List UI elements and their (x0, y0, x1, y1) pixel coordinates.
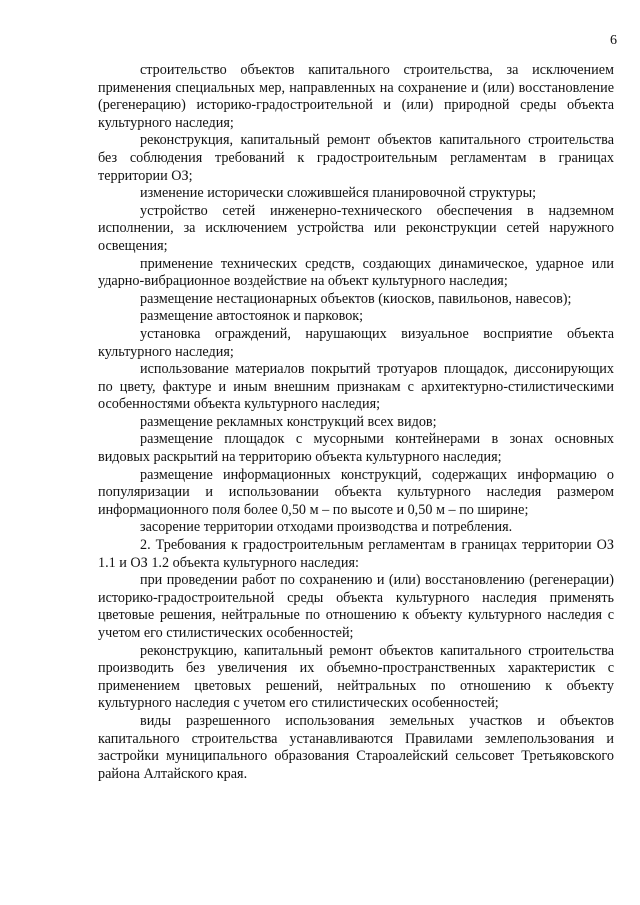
paragraph: использование материалов покрытий тротуаров площадок, диссонирующих по цвету, фактуре и иным внешним признакам с архитектурно-стилистическими особенностями объекта культурного наследия; (98, 361, 614, 413)
paragraph: реконструкция, капитальный ремонт объектов капитального строительства без соблюдения требований к градостроительным регламентам в границах территории ОЗ; (98, 132, 614, 184)
paragraph: размещение информационных конструкций, содержащих информацию о популяризации и использовании объекта культурного наследия размером информационного поля более 0,50 м – по высоте и 0,50 м – по ширине; (98, 466, 614, 518)
paragraph: размещение нестационарных объектов (киосков, павильонов, навесов); (140, 290, 572, 307)
paragraph: установка ограждений, нарушающих визуальное восприятие объекта культурного наследия; (98, 325, 614, 360)
paragraph: размещение площадок с мусорными контейнерами в зонах основных видовых раскрытий на территорию объекта культурного наследия; (98, 431, 614, 466)
paragraph: виды разрешенного использования земельных участков и объектов капитального строительства устанавливаются Правилами землепользования и застройки муниципального образования Староалейский сельсовет Третьяковского района Алтайского края. (98, 712, 614, 782)
paragraph: размещение автостоянок и парковок; (140, 308, 364, 325)
paragraph: реконструкцию, капитальный ремонт объектов капитального строительства производить без увеличения их объемно-пространственных характеристик с применением цветовых решений, нейтральных по отношению к объекту культурного наследия с учетом его стилистических особенностей; (98, 642, 614, 712)
paragraph: размещение рекламных конструкций всех видов; (140, 413, 437, 430)
paragraph: 2. Требования к градостроительным регламентам в границах территории ОЗ 1.1 и ОЗ 1.2 объекта культурного наследия: (98, 537, 614, 571)
paragraph: при проведении работ по сохранению и (или) восстановлению (регенерации) историко-градостроительной среды объекта культурного наследия применять цветовые решения, нейтральные по отношению к объекту культурного наследия с учетом его стилистических особенностей; (98, 572, 614, 641)
paragraph: засорение территории отходами производства и потребления. (140, 519, 513, 536)
paragraph: изменение исторически сложившейся планировочной структуры; (140, 185, 537, 202)
document-body (98, 62, 614, 783)
paragraph: устройство сетей инженерно-технического обеспечения в надземном исполнении, за исключением устройства или реконструкции сетей наружного освещения; (98, 202, 614, 254)
paragraph: строительство объектов капитального строительства, за исключением применения специальных мер, направленных на сохранение и (или) восстановление (регенерацию) историко-градостроительной и (или) природной среды объекта культурного наследия; (98, 62, 614, 131)
paragraph: применение технических средств, создающих динамическое, ударное или ударно-вибрационное воздействие на объект культурного наследия; (98, 255, 614, 290)
page-number: 6 (610, 33, 617, 48)
